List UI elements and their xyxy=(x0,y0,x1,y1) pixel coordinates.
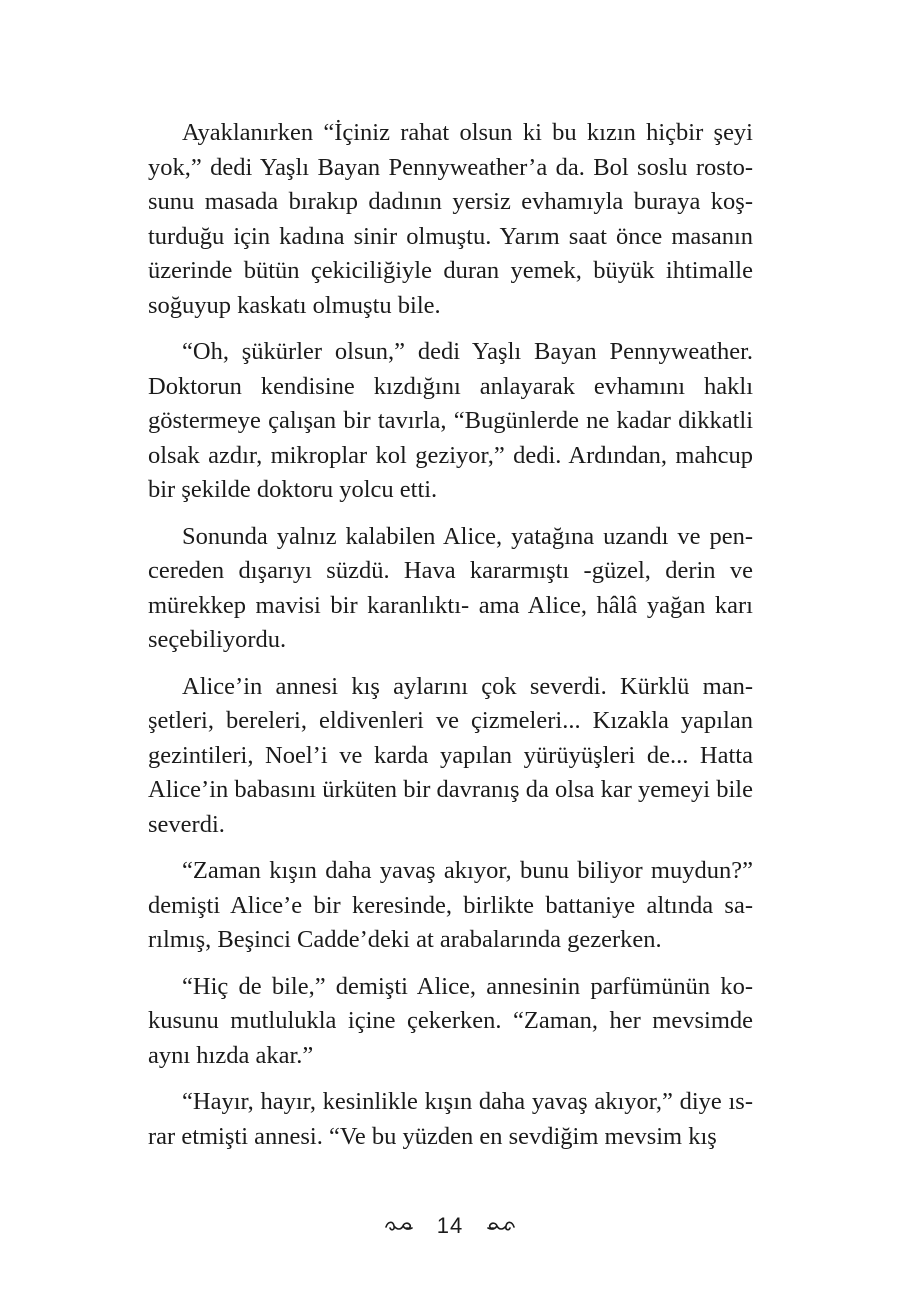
paragraph: Ayaklanırken “İçiniz rahat olsun ki bu kızın hiçbir şeyi yok,” dedi Yaşlı Bayan Pennyweather’a da. Bol soslu rostosunu masada bırakıp dadının yersiz evhamıyla buraya koşturduğu için kadına sinir olmuştu. Yarım saat önce masanın üzerinde bütün çekiciliğiyle duran yemek, büyük ihtimalle soğuyup kaskatı olmuştu bile. xyxy=(148,119,753,319)
paragraph: “Hayır, hayır, kesinlikle kışın daha yavaş akıyor,” diye ısrar etmişti annesi. “Ve bu yüzden en sevdiğim mevsim kış xyxy=(148,1088,753,1150)
paragraph: “Oh, şükürler olsun,” dedi Yaşlı Bayan Pennyweather. Doktorun kendisine kızdığını anlayarak evhamını haklı göstermeye çalışan bir tavırla, “Bugünlerde ne kadar dikkatli olsak azdır, mikroplar kol geziyor,” dedi. Ardından, mahcup bir şekilde doktoru yolcu etti. xyxy=(148,338,753,503)
paragraph: Alice’in annesi kış aylarını çok severdi. Kürklü manşetleri, bereleri, eldivenleri ve çizmeleri... Kızakla yapılan gezintileri, Noel’i ve karda yapılan yürüyüşleri de... Hatta Alice’in babasını ürküten bir davranış da olsa kar yemeyi bile severdi. xyxy=(148,672,753,838)
page-body xyxy=(148,116,753,1166)
paragraph: “Hiç de bile,” demişti Alice, annesinin parfümünün kokusunu mutlulukla içine çekerken. “Zaman, her mevsimde aynı hızda akar.” xyxy=(148,972,753,1069)
page-footer xyxy=(0,1213,900,1239)
scroll-ornament-icon xyxy=(486,1218,516,1234)
paragraph: “Zaman kışın daha yavaş akıyor, bunu biliyor muydun?” demişti Alice’e bir keresinde, birlikte battaniye altında sarılmış, Beşinci Cadde’deki at arabalarında gezerken. xyxy=(148,857,753,953)
paragraph: Sonunda yalnız kalabilen Alice, yatağına uzandı ve pencereden dışarıyı süzdü. Hava kararmıştı -güzel, derin ve mürekkep mavisi bir karanlıktı- ama Alice, hâlâ yağan karı seçebiliyordu. xyxy=(148,522,753,653)
scroll-ornament-icon xyxy=(384,1218,414,1234)
page-number: 14 xyxy=(436,1213,464,1238)
